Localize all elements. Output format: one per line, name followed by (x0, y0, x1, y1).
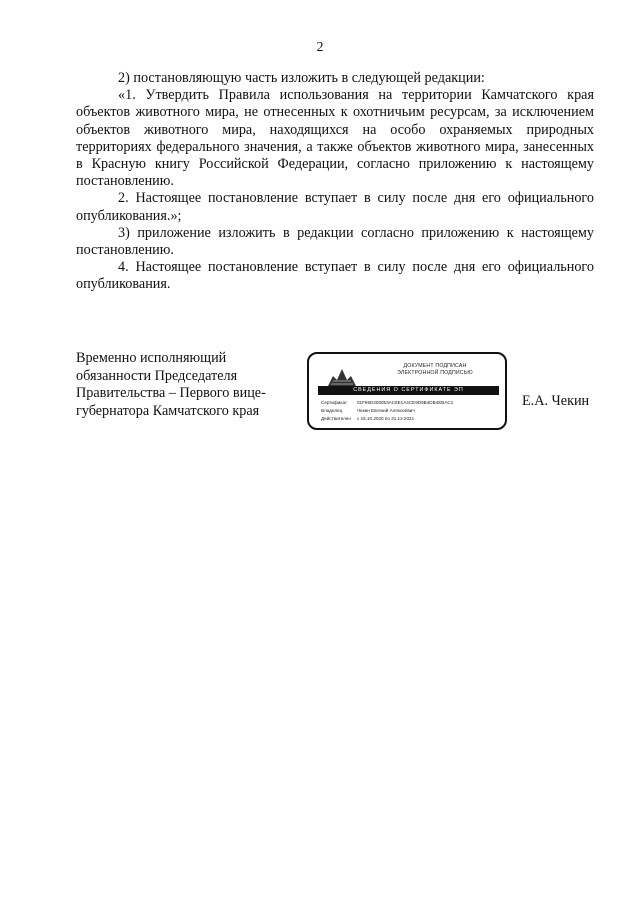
signer-title-line: Временно исполняющий (76, 350, 227, 366)
electronic-signature-stamp (307, 352, 507, 430)
stamp-validity-row: Действителен с 15.10.2020 по 31.12.2021 (321, 416, 415, 421)
paragraph: 2. Настоящее постановление вступает в силу после дня его официального опубликования.»; (76, 190, 594, 224)
stamp-certificate-bar: СВЕДЕНИЯ О СЕРТИФИКАТЕ ЭП (318, 386, 499, 395)
stamp-header: ДОКУМЕНТ ПОДПИСАН ЭЛЕКТРОННОЙ ПОДПИСЬЮ (397, 363, 473, 376)
signer-title-line: губернатора Камчатского края (76, 402, 260, 419)
stamp-certificate-row: Сертификат 01F95D200053AC8E1A4CE9D9B4DB4EBAC1 (321, 400, 454, 405)
signer-title-line: обязанности Председателя (76, 367, 238, 384)
stamp-owner-row: Владелец Чекин Евгений Алексеевич (321, 408, 415, 413)
paragraph: 3) приложение изложить в редакции согласно приложению к настоящему постановлению. (76, 224, 594, 259)
signer-title-line: Правительства – Первого вице- (76, 385, 266, 402)
signer-name: Е.А. Чекин (522, 393, 590, 409)
signer-title (76, 350, 296, 420)
paragraph: 2) постановляющую часть изложить в следующей редакции: (118, 70, 485, 86)
document-body (76, 70, 594, 294)
paragraph: «1. Утвердить Правила использования на территории Камчатского края объектов животного мира, не отнесенных к охотничьим ресурсам, за исключением объектов животного мира, находящихся на особо охраняемых природных территориях федерального значения, а также объектов животного мира, занесенных в Красную книгу Российской Федерации, согласно приложению к настоящему постановлению. (76, 87, 594, 190)
page-number: 2 (316, 40, 324, 55)
paragraph: 4. Настоящее постановление вступает в силу после дня его официального опубликования. (76, 259, 594, 293)
